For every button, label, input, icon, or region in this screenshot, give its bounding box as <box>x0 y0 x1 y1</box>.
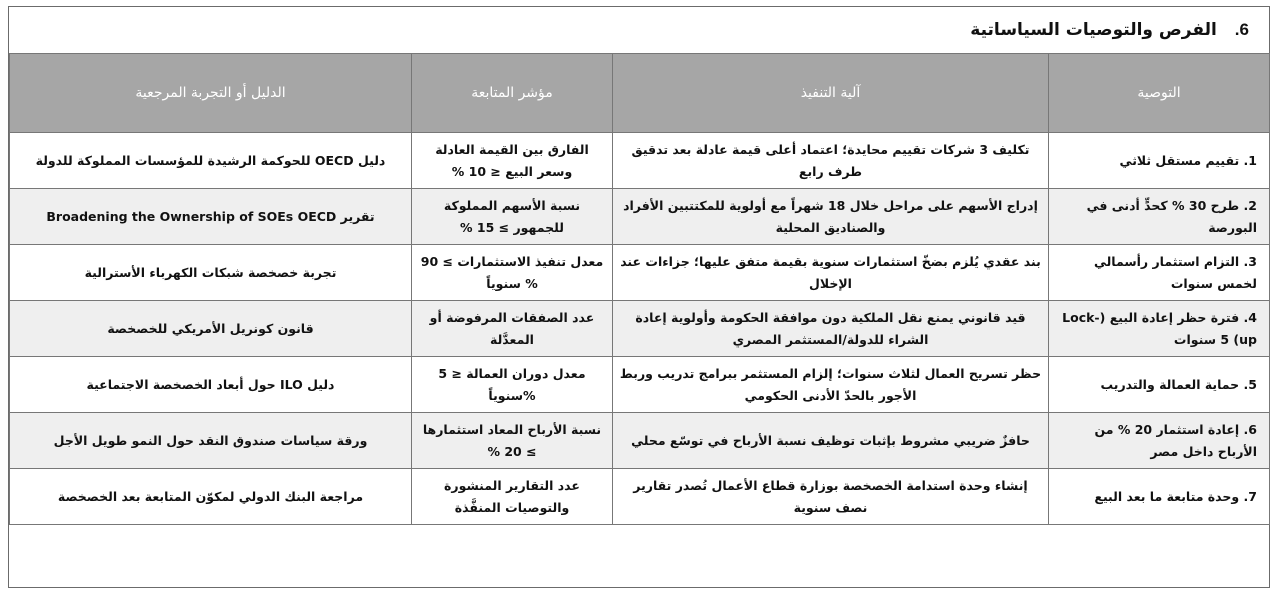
table-row <box>10 245 1270 301</box>
cell-mechanism: بند عقدي يُلزم بضخّ استثمارات سنوية بقيمة متفق عليها؛ جزاءات عند الإخلال <box>613 245 1049 301</box>
cell-recommendation: 1. تقييم مستقل ثلاثي <box>1049 133 1270 189</box>
table-row <box>10 469 1270 525</box>
cell-recommendation: 7. وحدة متابعة ما بعد البيع <box>1049 469 1270 525</box>
table-row <box>10 189 1270 245</box>
document-frame <box>8 6 1270 588</box>
recommendations-table <box>9 53 1270 525</box>
cell-recommendation: 6. إعادة استثمار 20 % من الأرباح داخل مصر <box>1049 413 1270 469</box>
cell-indicator: الفارق بين القيمة العادلة وسعر البيع ≤ 10 % <box>412 133 613 189</box>
cell-recommendation: 4. فترة حظر إعادة البيع (Lock-up) 5 سنوات <box>1049 301 1270 357</box>
cell-recommendation: 2. طرح 30 % كحدٍّ أدنى في البورصة <box>1049 189 1270 245</box>
header-evidence: الدليل أو التجربة المرجعية <box>10 54 412 133</box>
cell-evidence: تجربة خصخصة شبكات الكهرباء الأسترالية <box>10 245 412 301</box>
cell-evidence: قانون كونريل الأمريكي للخصخصة <box>10 301 412 357</box>
cell-mechanism: إدراج الأسهم على مراحل خلال 18 شهراً مع أولوية للمكتتبين الأفراد والصناديق المحلية <box>613 189 1049 245</box>
cell-evidence: مراجعة البنك الدولي لمكوّن المتابعة بعد الخصخصة <box>10 469 412 525</box>
cell-indicator: عدد الصفقات المرفوضة أو المعدَّلة <box>412 301 613 357</box>
cell-mechanism: إنشاء وحدة استدامة الخصخصة بوزارة قطاع الأعمال تُصدر تقارير نصف سنوية <box>613 469 1049 525</box>
cell-indicator: معدل دوران العمالة ≤ 5 %سنوياً <box>412 357 613 413</box>
header-indicator: مؤشر المتابعة <box>412 54 613 133</box>
section-number: 6. <box>1234 20 1249 39</box>
header-mechanism: آلية التنفيذ <box>613 54 1049 133</box>
cell-indicator: معدل تنفيذ الاستثمارات ≥ 90 % سنوياً <box>412 245 613 301</box>
cell-recommendation: 3. التزام استثمار رأسمالي لخمس سنوات <box>1049 245 1270 301</box>
cell-mechanism: حافزٌ ضريبي مشروط بإثبات توظيف نسبة الأرباح في توسّع محلي <box>613 413 1049 469</box>
section-heading <box>970 14 1249 46</box>
table-row <box>10 133 1270 189</box>
cell-recommendation: 5. حماية العمالة والتدريب <box>1049 357 1270 413</box>
cell-evidence: تقرير Broadening the Ownership of SOEs OECD <box>10 189 412 245</box>
table-row <box>10 413 1270 469</box>
cell-indicator: نسبة الأرباح المعاد استثمارها ≥ 20 % <box>412 413 613 469</box>
table-row <box>10 301 1270 357</box>
section-title: الفرص والتوصيات السياساتية <box>970 20 1217 40</box>
cell-mechanism: قيد قانوني يمنع نقل الملكية دون موافقة الحكومة وأولوية إعادة الشراء للدولة/المستثمر المصري <box>613 301 1049 357</box>
table-header-row <box>10 54 1270 133</box>
cell-evidence: دليل ILO حول أبعاد الخصخصة الاجتماعية <box>10 357 412 413</box>
table-row <box>10 357 1270 413</box>
header-recommendation: التوصية <box>1049 54 1270 133</box>
cell-evidence: ورقة سياسات صندوق النقد حول النمو طويل الأجل <box>10 413 412 469</box>
cell-evidence: دليل OECD للحوكمة الرشيدة للمؤسسات المملوكة للدولة <box>10 133 412 189</box>
cell-indicator: عدد التقارير المنشورة والتوصيات المنفَّذة <box>412 469 613 525</box>
cell-indicator: نسبة الأسهم المملوكة للجمهور ≥ 15 % <box>412 189 613 245</box>
cell-mechanism: تكليف 3 شركات تقييم محايدة؛ اعتماد أعلى قيمة عادلة بعد تدقيق طرف رابع <box>613 133 1049 189</box>
cell-mechanism: حظر تسريح العمال لثلاث سنوات؛ إلزام المستثمر ببرامج تدريب وربط الأجور بالحدّ الأدنى الحكومي <box>613 357 1049 413</box>
